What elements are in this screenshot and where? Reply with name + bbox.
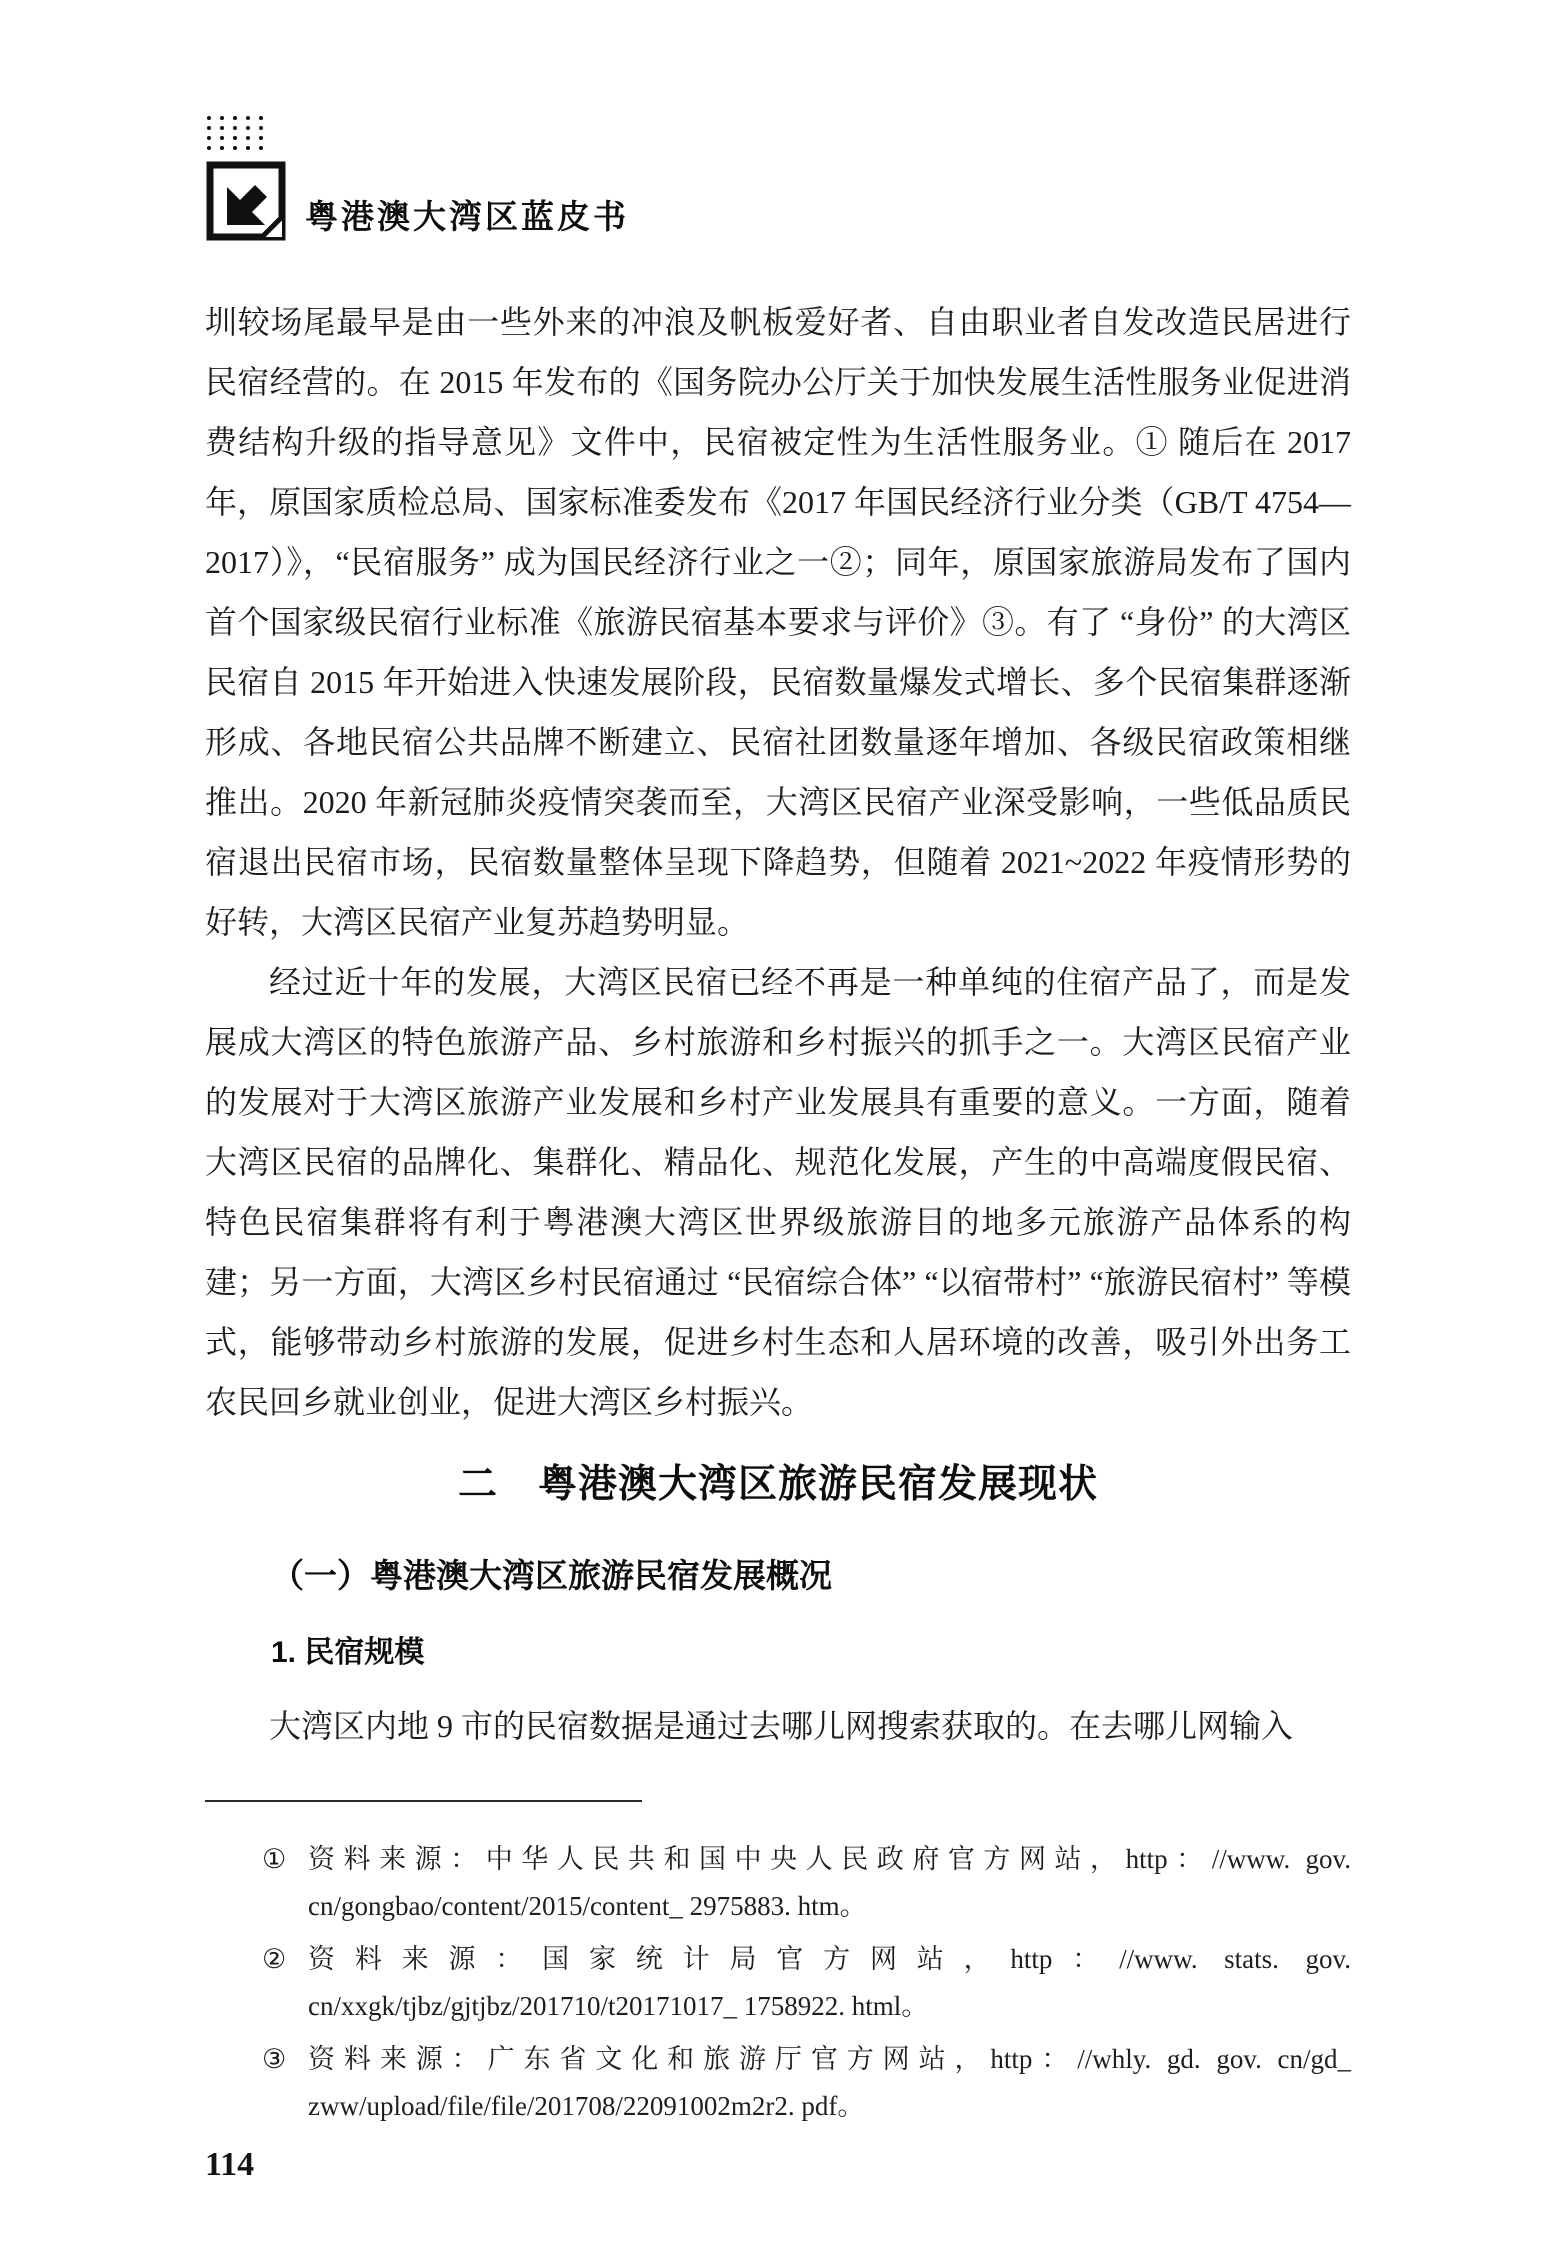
- footnote-text: 资料来源：国家统计局官方网站，http：//www. stats. gov. cn/xxgk/tjbz/gjtjbz/201710/t20171017_ 1758922. html。: [308, 1944, 1351, 2021]
- series-header: [205, 116, 629, 243]
- footnote-text: 资料来源：广东省文化和旅游厅官方网站，http：//whly. gd. gov. cn/gd_ zww/upload/file/file/201708/22091002m2r2. pdf。: [308, 2044, 1351, 2121]
- footnote-2: [262, 1936, 1351, 2030]
- closing-paragraph: 大湾区内地 9 市的民宿数据是通过去哪儿网搜索获取的。在去哪儿网输入: [269, 1708, 1294, 1744]
- footnote-1: [262, 1836, 1351, 1930]
- arrow-document-icon: [205, 159, 287, 243]
- footnote-marker: ①: [262, 1844, 287, 1874]
- footnotes: [262, 1836, 1351, 2130]
- series-title: 粤港澳大湾区蓝皮书: [305, 198, 629, 235]
- paragraph-2: 经过近十年的发展，大湾区民宿已经不再是一种单纯的住宿产品了，而是发展成大湾区的特色旅游产品、乡村旅游和乡村振兴的抓手之一。大湾区民宿产业的发展对于大湾区旅游产业发展和乡村产业发展具有重要的意义。一方面，随着大湾区民宿的品牌化、集群化、精品化、规范化发展，产生的中高端度假民宿、特色民宿集群将有利于粤港澳大湾区世界级旅游目的地多元旅游产品体系的构建；另一方面，大湾区乡村民宿通过 “民宿综合体” “以宿带村” “旅游民宿村” 等模式，能够带动乡村旅游的发展，促进乡村生态和人居环境的改善，吸引外出务工农民回乡就业创业，促进大湾区乡村振兴。: [205, 964, 1351, 1420]
- bluebook-logo: [205, 116, 287, 243]
- subsub-heading: 1. 民宿规模: [271, 1636, 425, 1669]
- footnote-3: [262, 2036, 1351, 2130]
- section-heading: 二 粤港澳大湾区旅游民宿发展现状: [457, 1463, 1098, 1506]
- footnote-text: 资料来源：中华人民共和国中央人民政府官方网站，http：//www. gov. cn/gongbao/content/2015/content_ 2975883. htm。: [308, 1844, 1351, 1921]
- footnote-separator: [205, 1800, 642, 1802]
- paragraph-1: 圳较场尾最早是由一些外来的冲浪及帆板爱好者、自由职业者自发改造民居进行民宿经营的。在 2015 年发布的《国务院办公厅关于加快发展生活性服务业促进消费结构升级的指导意见》文件中，民宿被定性为生活性服务业。① 随后在 2017 年，原国家质检总局、国家标准委发布《2017 年国民经济行业分类（GB/T 4754—2017）》，“民宿服务” 成为国民经济行业之一②；同年，原国家旅游局发布了国内首个国家级民宿行业标准《旅游民宿基本要求与评价》③。有了 “身份” 的大湾区民宿自 2015 年开始进入快速发展阶段，民宿数量爆发式增长、多个民宿集群逐渐形成、各地民宿公共品牌不断建立、民宿社团数量逐年增加、各级民宿政策相继推出。2020 年新冠肺炎疫情突袭而至，大湾区民宿产业深受影响，一些低品质民宿退出民宿市场，民宿数量整体呈现下降趋势，但随着 2021~2022 年疫情形势的好转，大湾区民宿产业复苏趋势明显。: [205, 304, 1351, 940]
- page-number: 114: [205, 2146, 255, 2183]
- logo-dots: [207, 116, 263, 150]
- main-text: [205, 292, 1351, 2136]
- footnote-marker: ②: [262, 1944, 287, 1974]
- subsection-heading: （一）粤港澳大湾区旅游民宿发展概况: [271, 1557, 832, 1594]
- footnote-marker: ③: [262, 2044, 287, 2074]
